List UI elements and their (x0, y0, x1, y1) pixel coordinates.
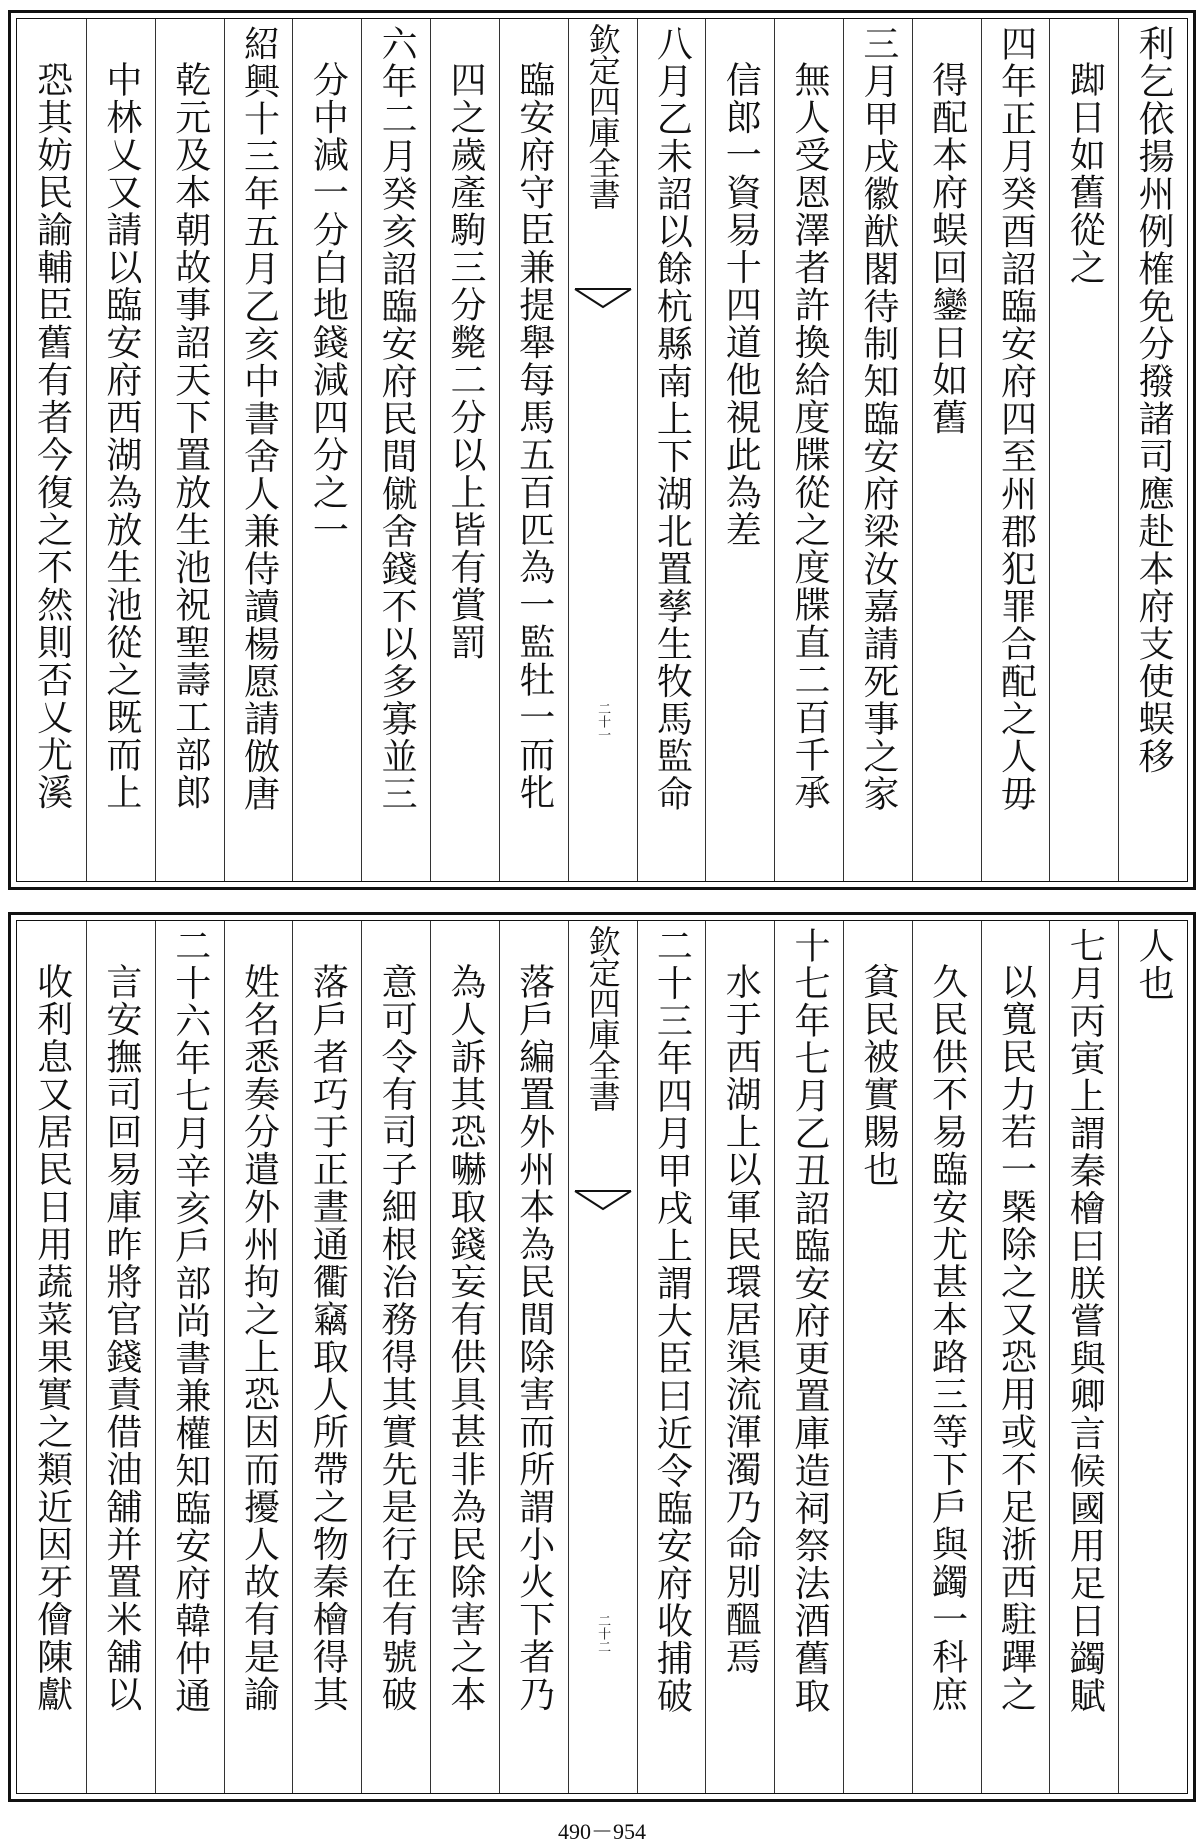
column-text: 落戶編置外州本為民間除害而所謂小火下者乃 (513, 963, 555, 1713)
center-header-column (568, 921, 637, 1793)
column-text: 四之歲產駒三分斃二分以上皆有賞罰 (444, 61, 486, 661)
text-column (17, 921, 86, 1793)
column-text: 二十三年四月甲戌上謂大臣曰近令臨安府收捕破 (651, 927, 693, 1715)
column-text: 貧民被實賜也 (857, 963, 899, 1188)
column-text: 中林乂又請以臨安府西湖為放生池從之既而上 (100, 61, 142, 811)
text-column (637, 19, 706, 881)
text-column (292, 19, 361, 881)
text-column (981, 19, 1050, 881)
column-text: 信郎一資易十四道他視此為差 (720, 61, 762, 549)
text-column (912, 19, 981, 881)
text-column (155, 921, 224, 1793)
text-column (843, 921, 912, 1793)
text-column (637, 921, 706, 1793)
header-subtitle (568, 329, 637, 399)
header-subtitle (568, 1231, 637, 1301)
text-column (1049, 19, 1118, 881)
text-column (774, 921, 843, 1793)
text-column (705, 921, 774, 1793)
column-text: 利乞依揚州例榷免分撥諸司應赴本府支使蜈移 (1133, 25, 1175, 775)
column-text: 以寬民力若一槩除之又恐用或不足浙西駐蹕之 (995, 963, 1037, 1713)
text-column (430, 19, 499, 881)
column-text: 踋日如舊從之 (1064, 61, 1106, 286)
fishtail-mark-icon (573, 287, 633, 321)
bottom-page-frame (16, 920, 1188, 1794)
top-page (8, 10, 1196, 890)
text-column (774, 19, 843, 881)
leaf-number: 二十二 (595, 1614, 611, 1653)
text-column (86, 921, 155, 1793)
text-column (86, 19, 155, 881)
text-column (843, 19, 912, 881)
bottom-page (8, 912, 1196, 1802)
column-text: 落戶者巧于正晝通衢竊取人所帶之物秦檜得其 (307, 963, 349, 1713)
header-title: 欽定四庫全書 (583, 925, 622, 1111)
column-text: 臨安府守臣兼提舉每馬五百匹為一監牡一而牝 (513, 61, 555, 811)
text-column (981, 921, 1050, 1793)
column-text: 二十六年七月辛亥戶部尚書兼權知臨安府韓仲通 (169, 927, 211, 1715)
text-column (224, 921, 293, 1793)
column-text: 三月甲戌徽猷閣待制知臨安府梁汝嘉請死事之家 (857, 25, 899, 813)
text-column (1118, 19, 1187, 881)
column-text: 人也 (1133, 927, 1175, 1002)
column-text: 姓名悉奏分遣外州拘之上恐因而擾人故有是諭 (238, 963, 280, 1713)
column-text: 七月丙寅上謂秦檜曰朕嘗與卿言候國用足日蠲賦 (1064, 927, 1106, 1715)
page-number: 490－954 (557, 1819, 646, 1844)
text-column (361, 921, 430, 1793)
text-column (1118, 921, 1187, 1793)
text-column (499, 19, 568, 881)
text-column (1049, 921, 1118, 1793)
column-text: 十七年七月乙丑詔臨安府更置庫造祠祭法酒舊取 (789, 927, 831, 1715)
text-column (155, 19, 224, 881)
fishtail-mark-icon (573, 1189, 633, 1223)
text-column (705, 19, 774, 881)
top-page-columns (17, 19, 1187, 881)
center-header-column (568, 19, 637, 881)
top-page-frame (16, 18, 1188, 882)
column-text: 乾元及本朝故事詔天下置放生池祝聖壽工部郎 (169, 61, 211, 811)
leaf-number: 二十一 (595, 702, 611, 741)
column-text: 四年正月癸酉詔臨安府四至州郡犯罪合配之人毋 (995, 25, 1037, 813)
column-text: 言安撫司回易庫昨將官錢責借油舖并置米舖以 (100, 963, 142, 1713)
text-column (292, 921, 361, 1793)
column-text: 久民供不易臨安尤甚本路三等下戶與蠲一科庶 (926, 963, 968, 1713)
bottom-page-columns (17, 921, 1187, 1793)
text-column (499, 921, 568, 1793)
column-text: 水于西湖上以軍民環居渠流渾濁乃命別醞焉 (720, 963, 762, 1676)
column-text: 八月乙未詔以餘杭縣南上下湖北置孳生牧馬監命 (651, 25, 693, 813)
column-text: 收利息又居民日用蔬菜果實之類近因牙儈陳獻 (31, 963, 73, 1713)
column-text: 得配本府蜈回鑾日如舊 (926, 61, 968, 436)
column-text: 紹興十三年五月乙亥中書舍人兼侍讀楊愿請倣唐 (238, 25, 280, 813)
column-text: 為人訴其恐嚇取錢妄有供具甚非為民除害之本 (444, 963, 486, 1713)
text-column (361, 19, 430, 881)
column-text: 六年二月癸亥詔臨安府民間僦舍錢不以多寡並三 (376, 25, 418, 813)
column-text: 無人受恩澤者許換給度牒從之度牒直二百千承 (789, 61, 831, 811)
header-title: 欽定四庫全書 (583, 23, 622, 209)
text-column (17, 19, 86, 881)
column-text: 意可令有司子細根治務得其實先是行在有號破 (376, 963, 418, 1713)
column-text: 分中減一分白地錢減四分之一 (307, 61, 349, 549)
text-column (912, 921, 981, 1793)
text-column (430, 921, 499, 1793)
column-text: 恐其妨民諭輔臣舊有者今復之不然則否乂尤溪 (31, 61, 73, 811)
text-column (224, 19, 293, 881)
